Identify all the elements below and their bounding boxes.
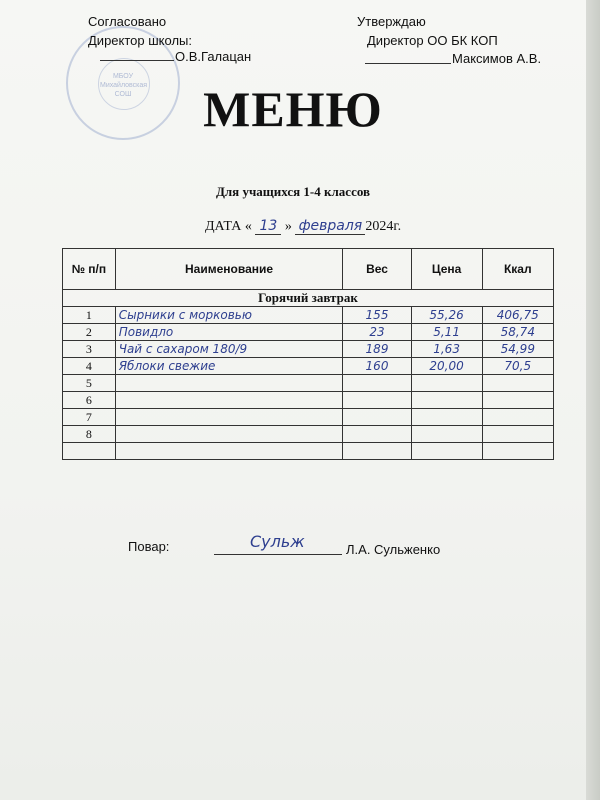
row-kcal [482, 443, 553, 460]
page-title: МЕНЮ [203, 81, 383, 137]
row-dish [115, 392, 343, 409]
row-number: 6 [63, 392, 116, 409]
table-row [63, 409, 554, 426]
header-kcal: Ккал [482, 249, 553, 290]
date-line [205, 218, 401, 235]
left-name: О.В.Галацан [175, 49, 252, 64]
row-kcal: 58,74 [482, 324, 553, 341]
table-row [63, 324, 554, 341]
row-dish: Сырники с морковью [115, 307, 343, 324]
row-number: 5 [63, 375, 116, 392]
date-year: 2024г. [365, 219, 402, 234]
header-price: Цена [411, 249, 482, 290]
table-row [63, 426, 554, 443]
table-header-row [63, 249, 554, 290]
cook-signature-line [214, 554, 342, 555]
table-row [63, 358, 554, 375]
row-number: 7 [63, 409, 116, 426]
table-row [63, 443, 554, 460]
page-subtitle: Для учащихся 1-4 классов [215, 184, 371, 199]
header-num: № п/п [63, 249, 116, 290]
row-dish: Яблоки свежие [115, 358, 343, 375]
row-price [411, 392, 482, 409]
date-month: февраля [295, 218, 365, 235]
row-weight [343, 443, 411, 460]
row-weight [343, 375, 411, 392]
row-kcal [482, 426, 553, 443]
date-sep: » [284, 219, 292, 234]
left-position: Директор школы: [88, 33, 192, 48]
row-dish [115, 375, 343, 392]
row-weight: 155 [343, 307, 411, 324]
page-edge-background [586, 0, 600, 800]
header-weight: Вес [343, 249, 411, 290]
row-kcal [482, 392, 553, 409]
row-dish: Повидло [115, 324, 343, 341]
right-position: Директор ОО БК КОП [367, 33, 498, 48]
cook-name: Л.А. Сульженко [346, 542, 441, 557]
row-number: 4 [63, 358, 116, 375]
row-price: 5,11 [411, 324, 482, 341]
agreed-label: Согласовано [88, 14, 167, 29]
row-number: 1 [63, 307, 116, 324]
date-day: 13 [255, 218, 281, 235]
row-price [411, 426, 482, 443]
row-weight: 189 [343, 341, 411, 358]
row-weight: 160 [343, 358, 411, 375]
left-signature-line [100, 60, 174, 61]
cook-label: Повар: [128, 539, 170, 554]
table-row [63, 375, 554, 392]
row-weight [343, 409, 411, 426]
row-price [411, 443, 482, 460]
section-row [63, 290, 554, 307]
stamp-text: МБОУ Михайловская СОШ [100, 73, 148, 98]
row-kcal [482, 409, 553, 426]
right-signature-line [365, 63, 451, 64]
table-row [63, 307, 554, 324]
row-dish: Чай с сахаром 180/9 [115, 341, 343, 358]
row-number: 2 [63, 324, 116, 341]
row-price [411, 409, 482, 426]
header-name: Наименование [115, 249, 343, 290]
approve-label: Утверждаю [357, 14, 426, 29]
right-name: Максимов А.В. [452, 51, 542, 66]
table-row [63, 341, 554, 358]
row-dish [115, 409, 343, 426]
row-kcal [482, 375, 553, 392]
date-prefix: ДАТА « [205, 219, 252, 234]
row-dish [115, 426, 343, 443]
section-title: Горячий завтрак [63, 290, 554, 307]
table-row [63, 392, 554, 409]
row-kcal: 70,5 [482, 358, 553, 375]
row-weight [343, 426, 411, 443]
row-dish [115, 443, 343, 460]
row-weight [343, 392, 411, 409]
cook-signature: Сульж [250, 532, 305, 551]
row-weight: 23 [343, 324, 411, 341]
row-number: 8 [63, 426, 116, 443]
row-price: 20,00 [411, 358, 482, 375]
row-kcal: 406,75 [482, 307, 553, 324]
row-number: 3 [63, 341, 116, 358]
row-number [63, 443, 116, 460]
row-price: 1,63 [411, 341, 482, 358]
row-price: 55,26 [411, 307, 482, 324]
row-price [411, 375, 482, 392]
menu-table [62, 248, 554, 460]
row-kcal: 54,99 [482, 341, 553, 358]
